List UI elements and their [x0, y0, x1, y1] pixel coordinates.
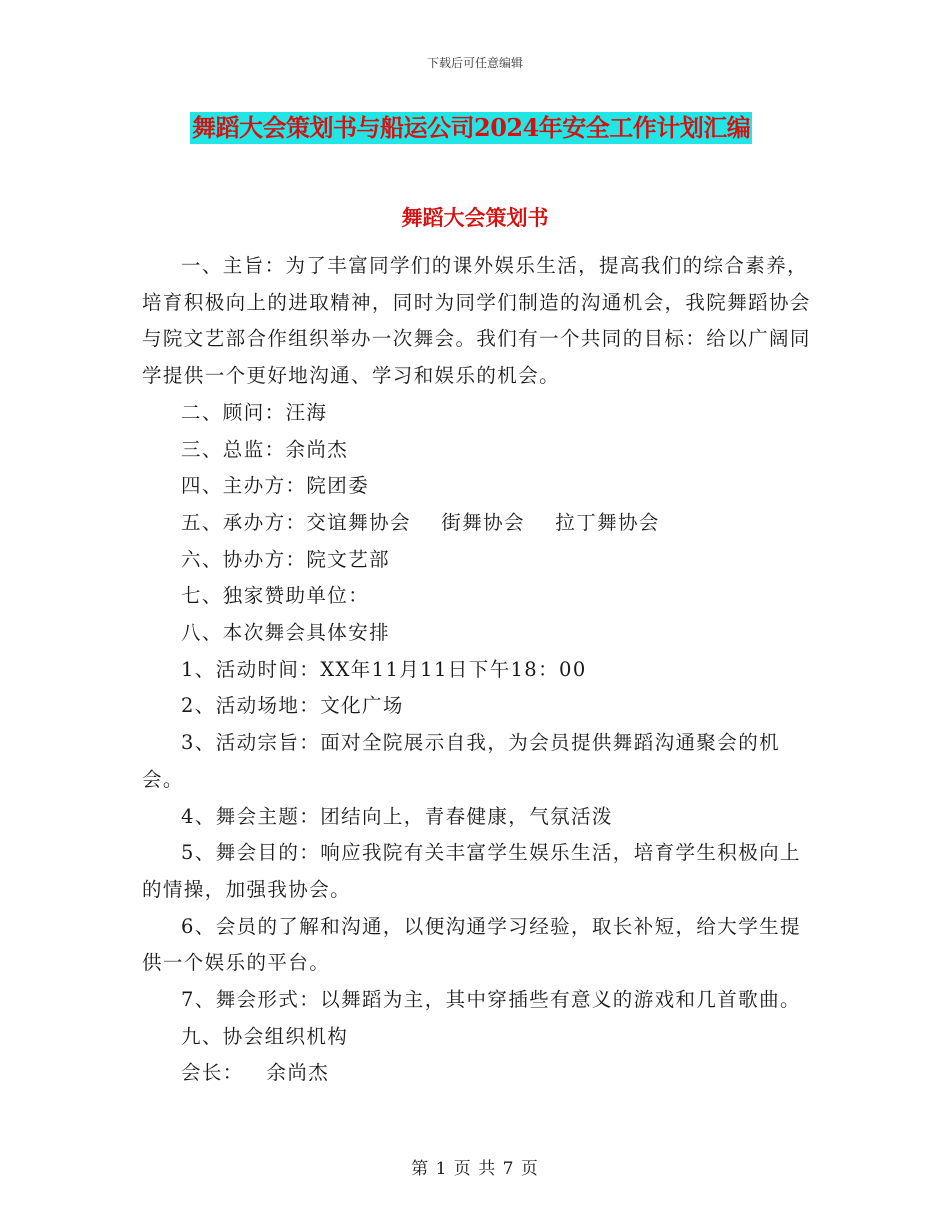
paragraph-communication: 6、会员的了解和沟通，以便沟通学习经验，取长补短，给大学生提供一个娱乐的平台。 — [142, 914, 801, 975]
paragraph-co-organizer: 六、协办方：院文艺部 — [181, 547, 391, 571]
document-title: 舞蹈大会策划书与船运公司2024年安全工作计划汇编 — [192, 113, 751, 142]
header-note: 下载后可任意编辑 — [426, 56, 523, 70]
paragraph-theme: 4、舞会主题：团结向上，青春健康，气氛活泼 — [181, 804, 613, 828]
page-number: 第 1 页 共 7 页 — [411, 1159, 539, 1179]
paragraph-arrangement: 八、本次舞会具体安排 — [181, 621, 391, 645]
paragraph-host: 四、主办方：院团委 — [181, 474, 370, 498]
document-body — [142, 248, 814, 1092]
paragraph-format: 7、舞会形式：以舞蹈为主，其中穿插些有意义的游戏和几首歌曲。 — [181, 988, 801, 1012]
paragraph-purpose: 一、主旨：为了丰富同学们的课外娱乐生活，提高我们的综合素养，培育积极向上的进取精神，同时为同学们制造的沟通机会，我院舞蹈协会与院文艺部合作组织举办一次舞会。我们有一个共同的目标：给以广阔同学提供一个更好地沟通、学习和娱乐的机会。 — [142, 254, 811, 388]
paragraph-aim: 3、活动宗旨：面对全院展示自我，为会员提供舞蹈沟通聚会的机会。 — [142, 731, 781, 791]
paragraph-director: 三、总监：余尚杰 — [181, 437, 349, 461]
paragraph-sponsor: 七、独家赞助单位： — [181, 584, 370, 608]
paragraph-organization: 九、协会组织机构 — [181, 1024, 349, 1048]
paragraph-organizers: 五、承办方：交谊舞协会 街舞协会 拉丁舞协会 — [181, 510, 660, 534]
paragraph-venue: 2、活动场地：文化广场 — [181, 694, 404, 718]
paragraph-advisor: 二、顾问：汪海 — [181, 400, 328, 424]
paragraph-time: 1、活动时间：XX年11月11日下午18：00 — [181, 657, 587, 681]
paragraph-goal: 5、舞会目的：响应我院有关丰富学生娱乐生活，培育学生积极向上的情操，加强我协会。 — [142, 841, 801, 901]
section-title: 舞蹈大会策划书 — [401, 205, 549, 230]
paragraph-president: 会长： 余尚杰 — [181, 1061, 330, 1085]
